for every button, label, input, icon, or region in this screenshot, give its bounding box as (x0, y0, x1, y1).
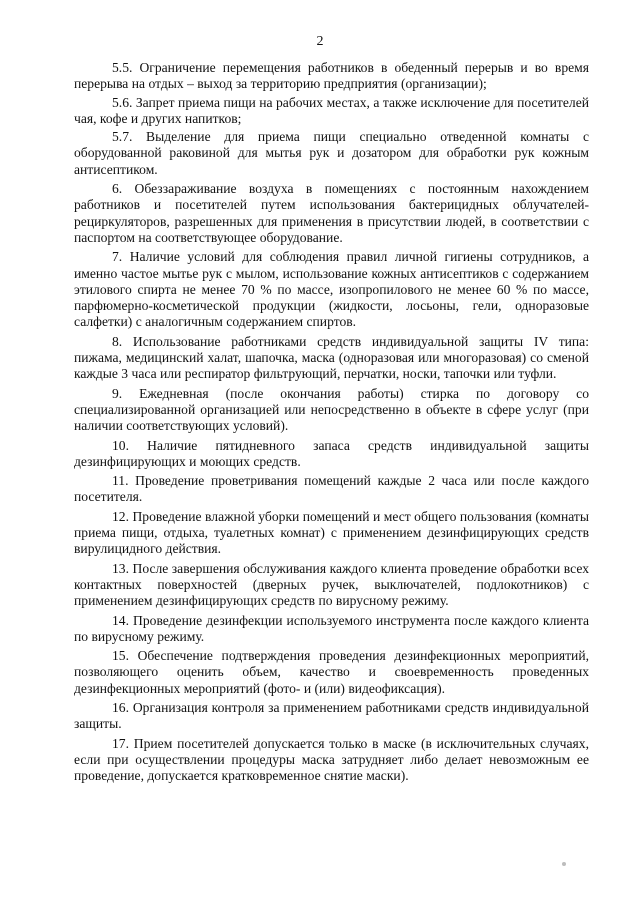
paragraph-11: 11. Проведение проветривания помещений каждые 2 часа или после каждого посетителя. (74, 473, 589, 505)
paragraph-14: 14. Проведение дезинфекции используемого инструмента после каждого клиента по вирусному режиму. (74, 612, 589, 644)
paragraph-5-7: 5.7. Выделение для приема пищи специально отведенной комнаты с оборудованной раковиной для мытья рук и дозатором для обработки рук кожным антисептиком. (74, 129, 589, 177)
scan-speck (562, 862, 566, 866)
paragraph-13: 13. После завершения обслуживания каждого клиента проведение обработки всех контактных поверхностей (дверных ручек, выключателей, подлокотников) с применением дезинфицирующих средств по вирусному режиму. (74, 560, 589, 609)
paragraph-15: 15. Обеспечение подтверждения проведения дезинфекционных мероприятий, позволяющего оценить объем, качество и своевременность проведенных дезинфекционных мероприятий (фото- и (или) видеофиксация). (74, 648, 589, 696)
paragraph-10: 10. Наличие пятидневного запаса средств индивидуальной защиты дезинфицирующих и моющих средств. (74, 437, 589, 469)
paragraph-9: 9. Ежедневная (после окончания работы) стирка по договору со специализированной организацией или непосредственно в объекте в сфере услуг (при наличии соответствующих условий). (74, 385, 589, 434)
document-body (74, 60, 589, 787)
paragraph-7: 7. Наличие условий для соблюдения правил личной гигиены сотрудников, а именно частое мытье рук с мылом, использование кожных антисептиков с содержанием этилового спирта не менее 70 % по массе, изопропилового не менее 60 % по массе, парфюмерно-косметической продукции (жидкости, лосьоны, гели, одноразовые салфетки) с аналогичным содержанием спиртов. (74, 249, 589, 330)
paragraph-12: 12. Проведение влажной уборки помещений и мест общего пользования (комнаты приема пищи, отдыха, туалетных комнат) с применением дезинфицирующих средств вирулицидного действия. (74, 508, 589, 557)
paragraph-16: 16. Организация контроля за применением работниками средств индивидуальной защиты. (74, 699, 589, 732)
paragraph-5-6: 5.6. Запрет приема пищи на рабочих местах, а также исключение для посетителей чая, кофе и других напитков; (74, 94, 589, 126)
page-number: 2 (316, 34, 324, 49)
paragraph-6: 6. Обеззараживание воздуха в помещениях с постоянным нахождением работников и посетителей путем использования бактерицидных облучателей-рециркуляторов, разрешенных для применения в присутствии людей, в соответствии с паспортом на соответствующее оборудование. (74, 181, 589, 245)
paragraph-5-5: 5.5. Ограничение перемещения работников в обеденный перерыв и во время перерыва на отдых – выход за территорию предприятия (организации); (74, 60, 589, 92)
paragraph-8: 8. Использование работниками средств индивидуальной защиты IV типа: пижама, медицинский халат, шапочка, маска (одноразовая или многоразовая) со сменой каждые 3 часа или респиратор фильтрующий, перчатки, носки, тапочки или туфли. (74, 333, 589, 382)
paragraph-17: 17. Прием посетителей допускается только в маске (в исключительных случаях, если при осуществлении процедуры маска затрудняет либо делает невозможным ее проведение, допускается кратковременное снятие маски). (74, 735, 589, 784)
